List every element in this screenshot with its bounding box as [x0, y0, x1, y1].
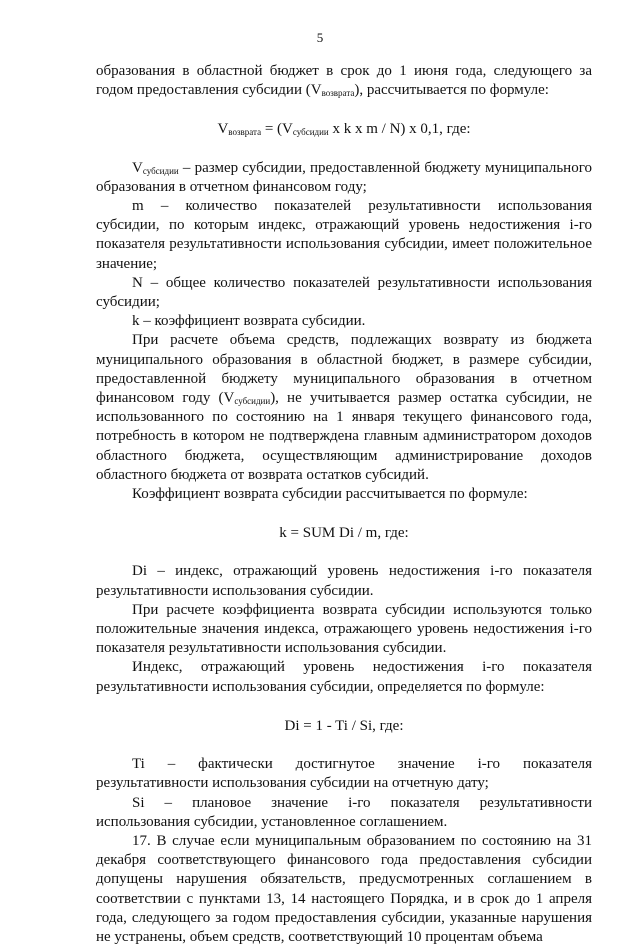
formula-k: k = SUM Di / m, где: [279, 525, 409, 542]
definition-v-subsidii: $V_{субсидии}$ – размер субсидии, предоставленной бюджету муниципального образования в отчетном финансовом году; [96, 159, 592, 195]
paragraph-coefficient: Коэффициент возврата субсидии рассчитывается по формуле: [132, 486, 528, 503]
definition-n: N – общее количество показателей результативности использования субсидии; [96, 274, 592, 311]
paragraph-17: 17. В случае если муниципальным образованием по состоянию на 31 декабря соответствующего финансового года предоставления субсидии допущены нарушения обязательств, предусмотренных соглашением в соответствии с пунктами 13, 14 настоящего Порядка, и в срок до 1 апреля года, следующего за годом предоставления субсидии, указанные нарушения не устранены, объем средств, соответствующий 10 процентам объема [96, 832, 592, 945]
paragraph-intro [96, 62, 592, 100]
page-number: 5 [316, 30, 324, 45]
definition-di: Di – индекс, отражающий уровень недостижения i-го показателя результативности использования субсидии. [96, 563, 592, 599]
definition-k: k – коэффициент возврата субсидии. [132, 313, 366, 330]
paragraph-index: Индекс, отражающий уровень недостижения i-го показателя результативности использования субсидии, определяется по формуле: [96, 659, 592, 695]
paragraph-positive-values: При расчете коэффициента возврата субсидии используются только положительные значения индекса, отражающего уровень недостижения i-го показателя результативности использования субсидии. [96, 601, 592, 657]
document-body [96, 62, 592, 947]
paragraph-calculation: При расчете объема средств, подлежащих возврату из бюджета муниципального образования в областной бюджет, в размере субсидии, предоставленной бюджету муниципального образования в отчетном финансовом году $(V_{субсидии})$, не учитывается размер остатка субсидии, не использованного по состоянию на 1 января текущего финансового года, потребность в котором не подтверждена главным администратором доходов областного бюджета, осуществляющим администрирование доходов областного бюджета от возврата остатков субсидий. [96, 332, 592, 483]
subscript: возврата [321, 88, 355, 99]
definition-m: m – количество показателей результативности использования субсидии, по которым индекс, отражающий уровень недостижения i-го показателя результативности использования субсидии, имеет положительное значение; [96, 198, 592, 272]
intro-text: образования в областной бюджет в срок до 1 июня года, следующего за годом предоставления субсидии (V [96, 63, 592, 99]
definition-ti: Ti – фактически достигнутое значение i-го показателя результативности использования субсидии на отчетную дату; [96, 756, 592, 792]
definition-si: Si – плановое значение i-го показателя результативности использования субсидии, установленное соглашением. [96, 794, 592, 830]
intro-text-end: ), рассчитывается по формуле: [354, 82, 549, 99]
formula-v-vozvrata: $V_{возврата} = (V_{субсидии}$ x k x m / N) x 0,1, где: [217, 121, 471, 138]
formula-di: Di = 1 - Ti / Si, где: [284, 717, 404, 734]
